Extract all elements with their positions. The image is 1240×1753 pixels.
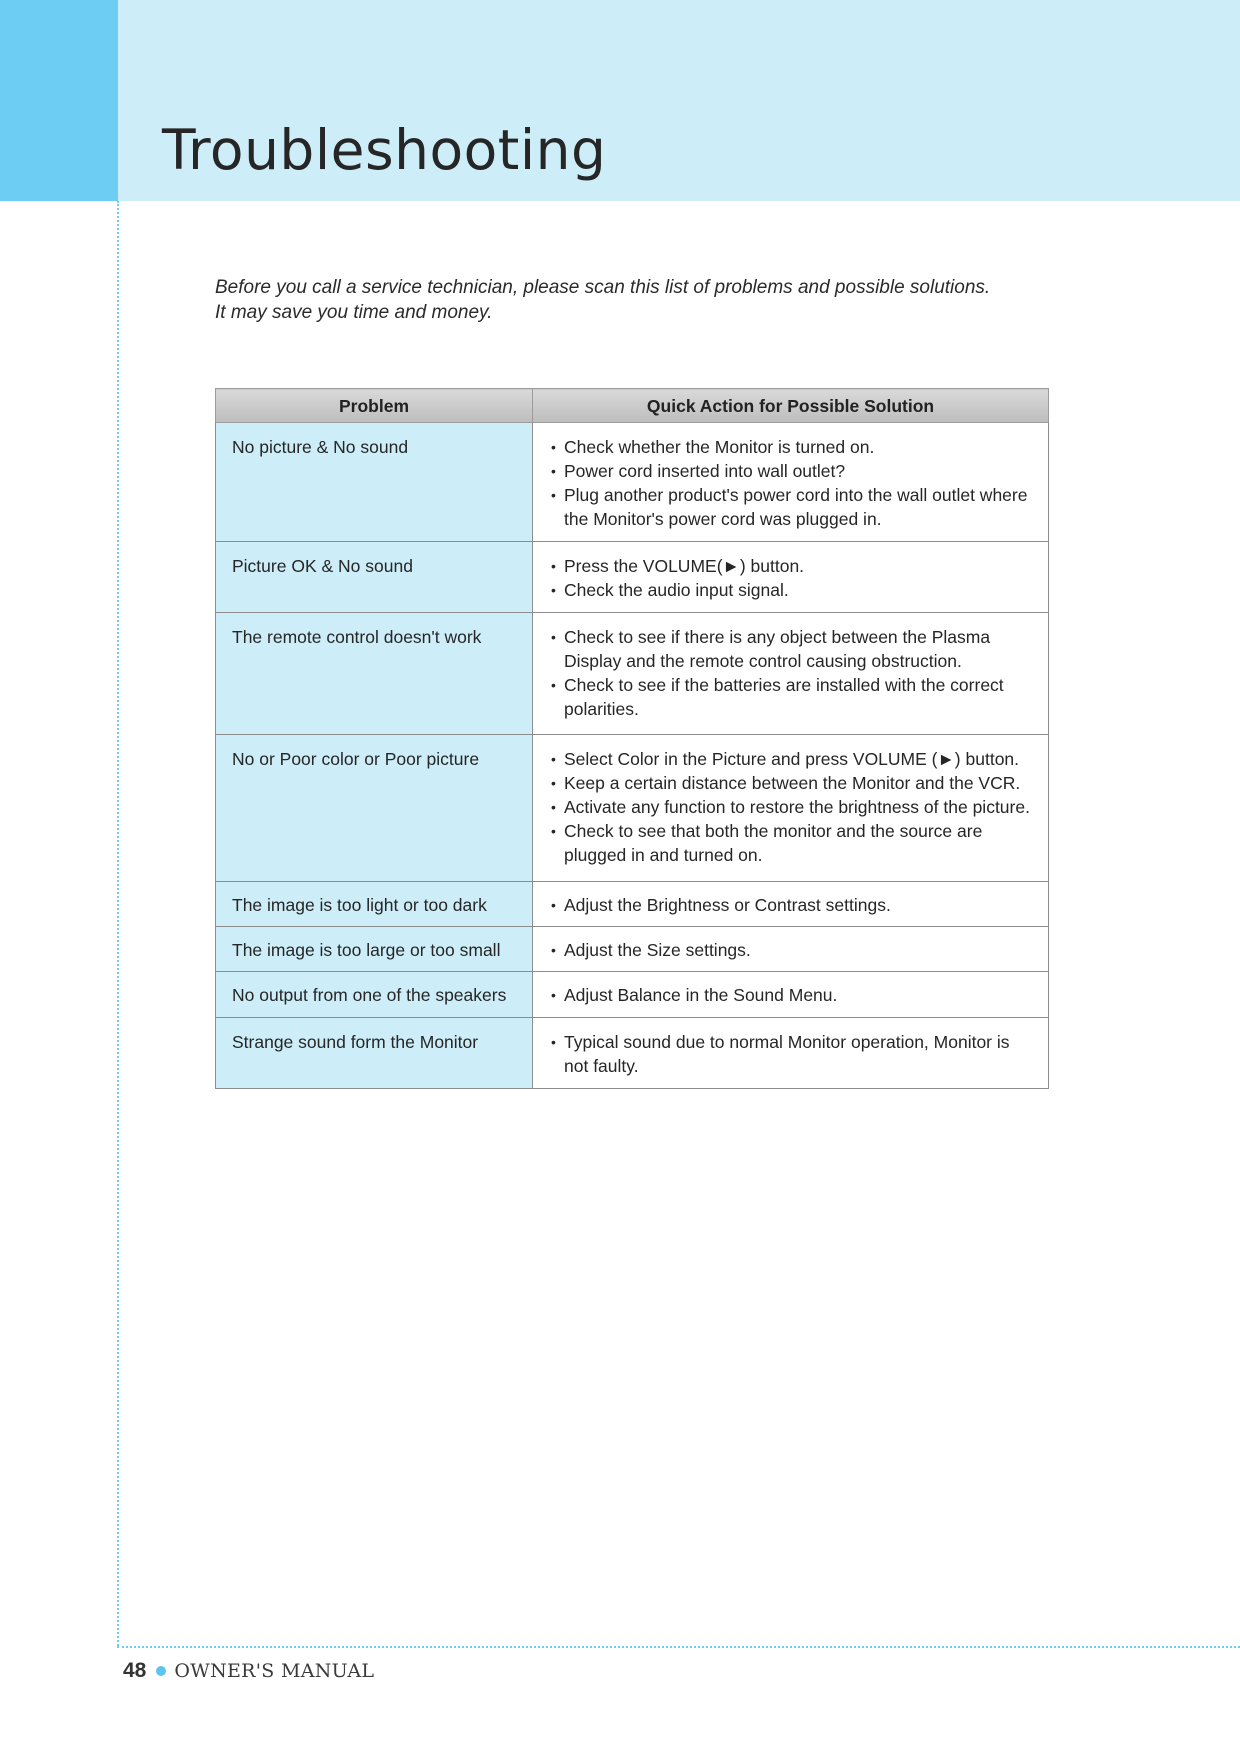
problem-cell: No picture & No sound	[216, 423, 533, 542]
solution-item: • Activate any function to restore the brightness of the picture.	[551, 795, 1038, 819]
solution-cell	[533, 927, 1049, 972]
solution-cell	[533, 735, 1049, 882]
solution-item: • Check the audio input signal.	[551, 578, 1038, 602]
solution-item: • Adjust the Brightness or Contrast settings.	[551, 893, 1038, 917]
table-row	[216, 972, 1049, 1018]
table-row	[216, 423, 1049, 542]
problem-column-header: Problem	[216, 389, 533, 423]
table-row	[216, 542, 1049, 613]
solution-item: • Keep a certain distance between the Monitor and the VCR.	[551, 771, 1038, 795]
solution-item: • Select Color in the Picture and press VOLUME (►) button.	[551, 747, 1038, 771]
problem-cell: The remote control doesn't work	[216, 613, 533, 735]
solution-item: • Check to see that both the monitor and the source are plugged in and turned on.	[551, 819, 1038, 867]
table-row	[216, 927, 1049, 972]
solution-item: • Power cord inserted into wall outlet?	[551, 459, 1038, 483]
solution-item: • Check whether the Monitor is turned on.	[551, 435, 1038, 459]
solution-column-header: Quick Action for Possible Solution	[533, 389, 1049, 423]
troubleshooting-table	[215, 388, 1049, 1089]
intro-text	[215, 275, 1115, 325]
solution-cell	[533, 542, 1049, 613]
solution-item: • Adjust the Size settings.	[551, 938, 1038, 962]
solution-cell	[533, 423, 1049, 542]
solution-item: • Check to see if the batteries are installed with the correct polarities.	[551, 673, 1038, 721]
table-row	[216, 882, 1049, 927]
header-tab	[0, 0, 118, 201]
solution-item: • Press the VOLUME(►) button.	[551, 554, 1038, 578]
problem-cell: No or Poor color or Poor picture	[216, 735, 533, 882]
table-header-row	[216, 389, 1049, 423]
bullet-dot-icon	[156, 1666, 166, 1676]
page-number: 48	[123, 1659, 147, 1682]
solution-cell	[533, 613, 1049, 735]
page-title: Troubleshooting	[162, 118, 607, 182]
problem-cell: Strange sound form the Monitor	[216, 1018, 533, 1089]
solution-item: • Plug another product's power cord into the wall outlet where the Monitor's power cord was plugged in.	[551, 483, 1038, 531]
solution-item: • Typical sound due to normal Monitor operation, Monitor is not faulty.	[551, 1030, 1038, 1078]
solution-item: • Adjust Balance in the Sound Menu.	[551, 983, 1038, 1007]
page-footer	[123, 1659, 374, 1683]
problem-cell: Picture OK & No sound	[216, 542, 533, 613]
bottom-dotted-rule	[117, 1646, 1240, 1648]
table-row	[216, 613, 1049, 735]
intro-line-1: Before you call a service technician, please scan this list of problems and possible solutions.	[215, 277, 991, 298]
problem-cell: The image is too large or too small	[216, 927, 533, 972]
problem-cell: The image is too light or too dark	[216, 882, 533, 927]
margin-dotted-rule	[117, 201, 119, 1646]
solution-cell	[533, 882, 1049, 927]
solution-cell	[533, 972, 1049, 1018]
solution-cell	[533, 1018, 1049, 1089]
table-row	[216, 735, 1049, 882]
problem-cell: No output from one of the speakers	[216, 972, 533, 1018]
solution-item: • Check to see if there is any object between the Plasma Display and the remote control causing obstruction.	[551, 625, 1038, 673]
table-row	[216, 1018, 1049, 1089]
intro-line-2: It may save you time and money.	[215, 302, 493, 323]
footer-label: OWNER'S MANUAL	[174, 1660, 375, 1682]
